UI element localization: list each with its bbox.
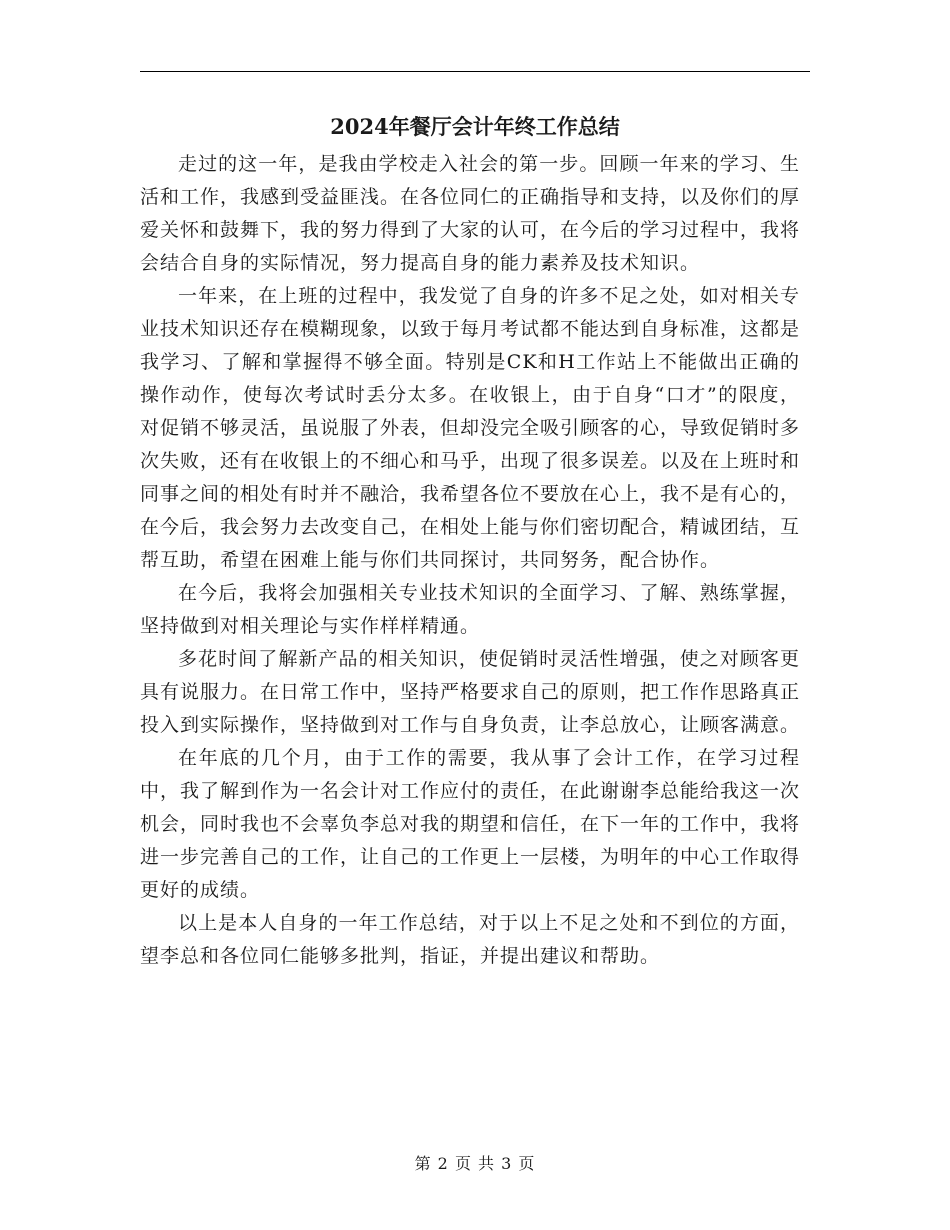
document-title: 2024年餐厅会计年终工作总结 — [330, 114, 620, 139]
page-number: 第 2 页 共 3 页 — [414, 1154, 536, 1173]
paragraph-accounting-work: 在年底的几个月，由于工作的需要，我从事了会计工作，在学习过程中，我了解到作为一名会计对工作应付的责任，在此谢谢李总能给我这一次机会，同时我也不会辜负李总对我的期望和信任，在下一年的工作中，我将进一步完善自己的工作，让自己的工作更上一层楼，为明年的中心工作取得更好的成绩。 — [140, 747, 801, 901]
paragraph-intro: 走过的这一年，是我由学校走入社会的第一步。回顾一年来的学习、生活和工作，我感到受益匪浅。在各位同仁的正确指导和支持，以及你们的厚爱关怀和鼓舞下，我的努力得到了大家的认可，在今后的学习过程中，我将会结合自身的实际情况，努力提高自身的能力素养及技术知识。 — [140, 153, 801, 274]
paragraph-product-knowledge: 多花时间了解新产品的相关知识，使促销时灵活性增强，使之对顾客更具有说服力。在日常工作中，坚持严格要求自己的原则，把工作作思路真正投入到实际操作，坚持做到对工作与自身负责，让李总放心，让顾客满意。 — [140, 648, 801, 736]
header-rule — [140, 71, 810, 72]
paragraph-conclusion: 以上是本人自身的一年工作总结，对于以上不足之处和不到位的方面，望李总和各位同仁能够多批判，指证，并提出建议和帮助。 — [140, 912, 800, 967]
paragraph-improvement: 在今后，我将会加强相关专业技术知识的全面学习、了解、熟练掌握，坚持做到对相关理论与实作样样精通。 — [140, 582, 800, 637]
paragraph-shortcomings: 一年来，在上班的过程中，我发觉了自身的许多不足之处，如对相关专业技术知识还存在模糊现象，以致于每月考试都不能达到自身标准，这都是我学习、了解和掌握得不够全面。特别是CK和H工作站上不能做出正确的操作动作，使每次考试时丢分太多。在收银上，由于自身“口才”的限度，对促销不够灵活，虽说服了外表，但却没完全吸引顾客的心，导致促销时多次失败，还有在收银上的不细心和马乎，出现了很多误差。以及在上班时和同事之间的相处有时并不融洽，我希望各位不要放在心上，我不是有心的，在今后，我会努力去改变自己，在相处上能与你们密切配合，精诚团结，互帮互助，希望在困难上能与你们共同探讨，共同努务，配合协作。 — [140, 285, 801, 571]
document-body — [140, 148, 800, 973]
